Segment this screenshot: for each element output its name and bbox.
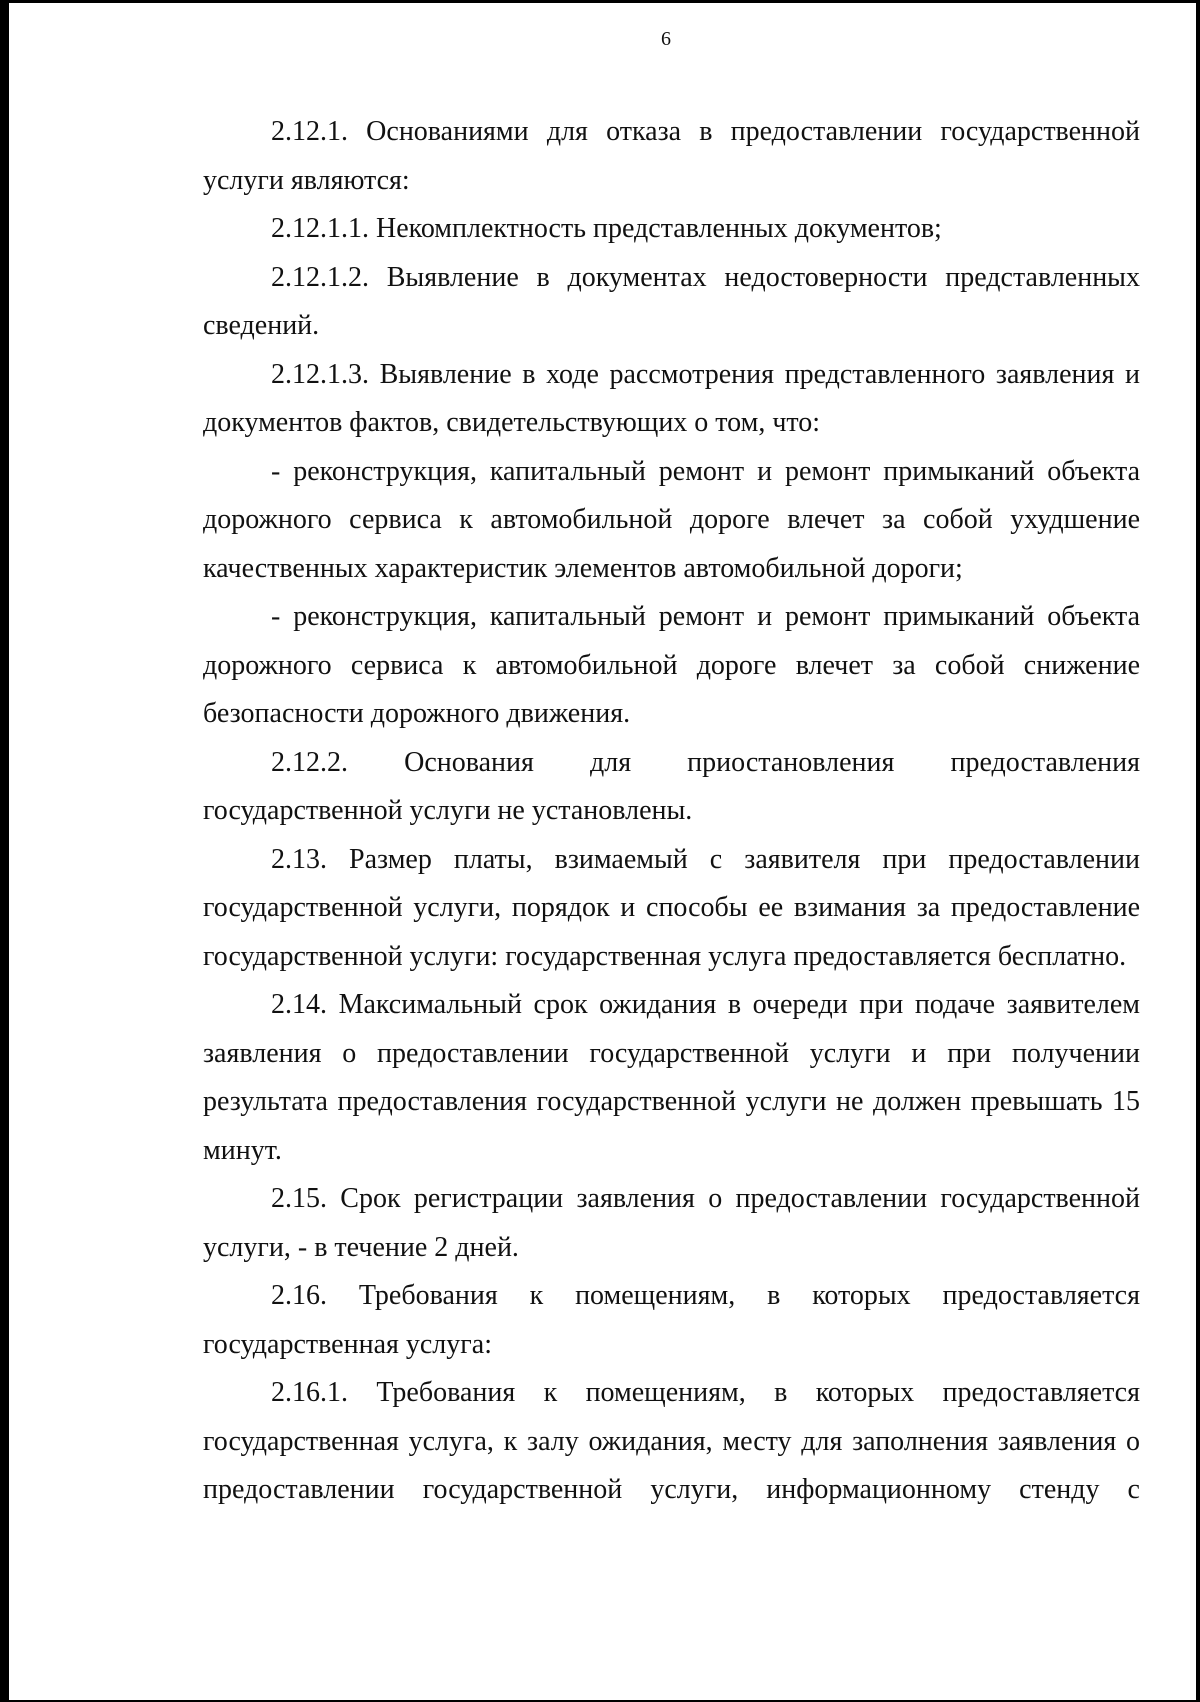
- page-number: 6: [661, 28, 671, 50]
- paragraph-2-13: 2.13. Размер платы, взимаемый с заявителя при предоставлении государственной услуги, порядок и способы ее взимания за предоставление государственной услуги: государственная услуга предоставляется бесплатно.: [203, 843, 1140, 972]
- list-item-reconstruction-quality: - реконструкция, капитальный ремонт и ремонт примыканий объекта дорожного сервиса к автомобильной дороге влечет за собой ухудшение качественных характеристик элементов автомобильной дороги;: [203, 455, 1140, 584]
- paragraph-2-14: 2.14. Максимальный срок ожидания в очереди при подаче заявителем заявления о предоставлении государственной услуги и при получении результата предоставления государственной услуги не должен превышать 15 минут.: [203, 989, 1140, 1166]
- paragraph-2-12-1-2: 2.12.1.2. Выявление в документах недостоверности представленных сведений.: [203, 261, 1140, 341]
- paragraph-2-12-1-3: 2.12.1.3. Выявление в ходе рассмотрения представленного заявления и документов фактов, свидетельствующих о том, что:: [203, 358, 1140, 438]
- paragraph-2-12-1: 2.12.1. Основаниями для отказа в предоставлении государственной услуги являются:: [203, 116, 1140, 196]
- paragraph-2-15: 2.15. Срок регистрации заявления о предоставлении государственной услуги, - в течение 2 дней.: [203, 1183, 1140, 1263]
- paragraph-2-12-2: 2.12.2. Основания для приостановления предоставления государственной услуги не установлены.: [203, 746, 1140, 826]
- paragraph-2-16-1: 2.16.1. Требования к помещениям, в которых предоставляется государственная услуга, к залу ожидания, месту для заполнения заявления о предоставлении государственной услуги, информационному стенду с: [203, 1377, 1140, 1505]
- list-item-reconstruction-safety: - реконструкция, капитальный ремонт и ремонт примыканий объекта дорожного сервиса к автомобильной дороге влечет за собой снижение безопасности дорожного движения.: [203, 601, 1140, 729]
- paragraph-2-16: 2.16. Требования к помещениям, в которых предоставляется государственная услуга:: [203, 1280, 1140, 1360]
- paragraph-2-12-1-1: 2.12.1.1. Некомплектность представленных документов;: [271, 213, 942, 244]
- document-body: [203, 108, 1140, 1515]
